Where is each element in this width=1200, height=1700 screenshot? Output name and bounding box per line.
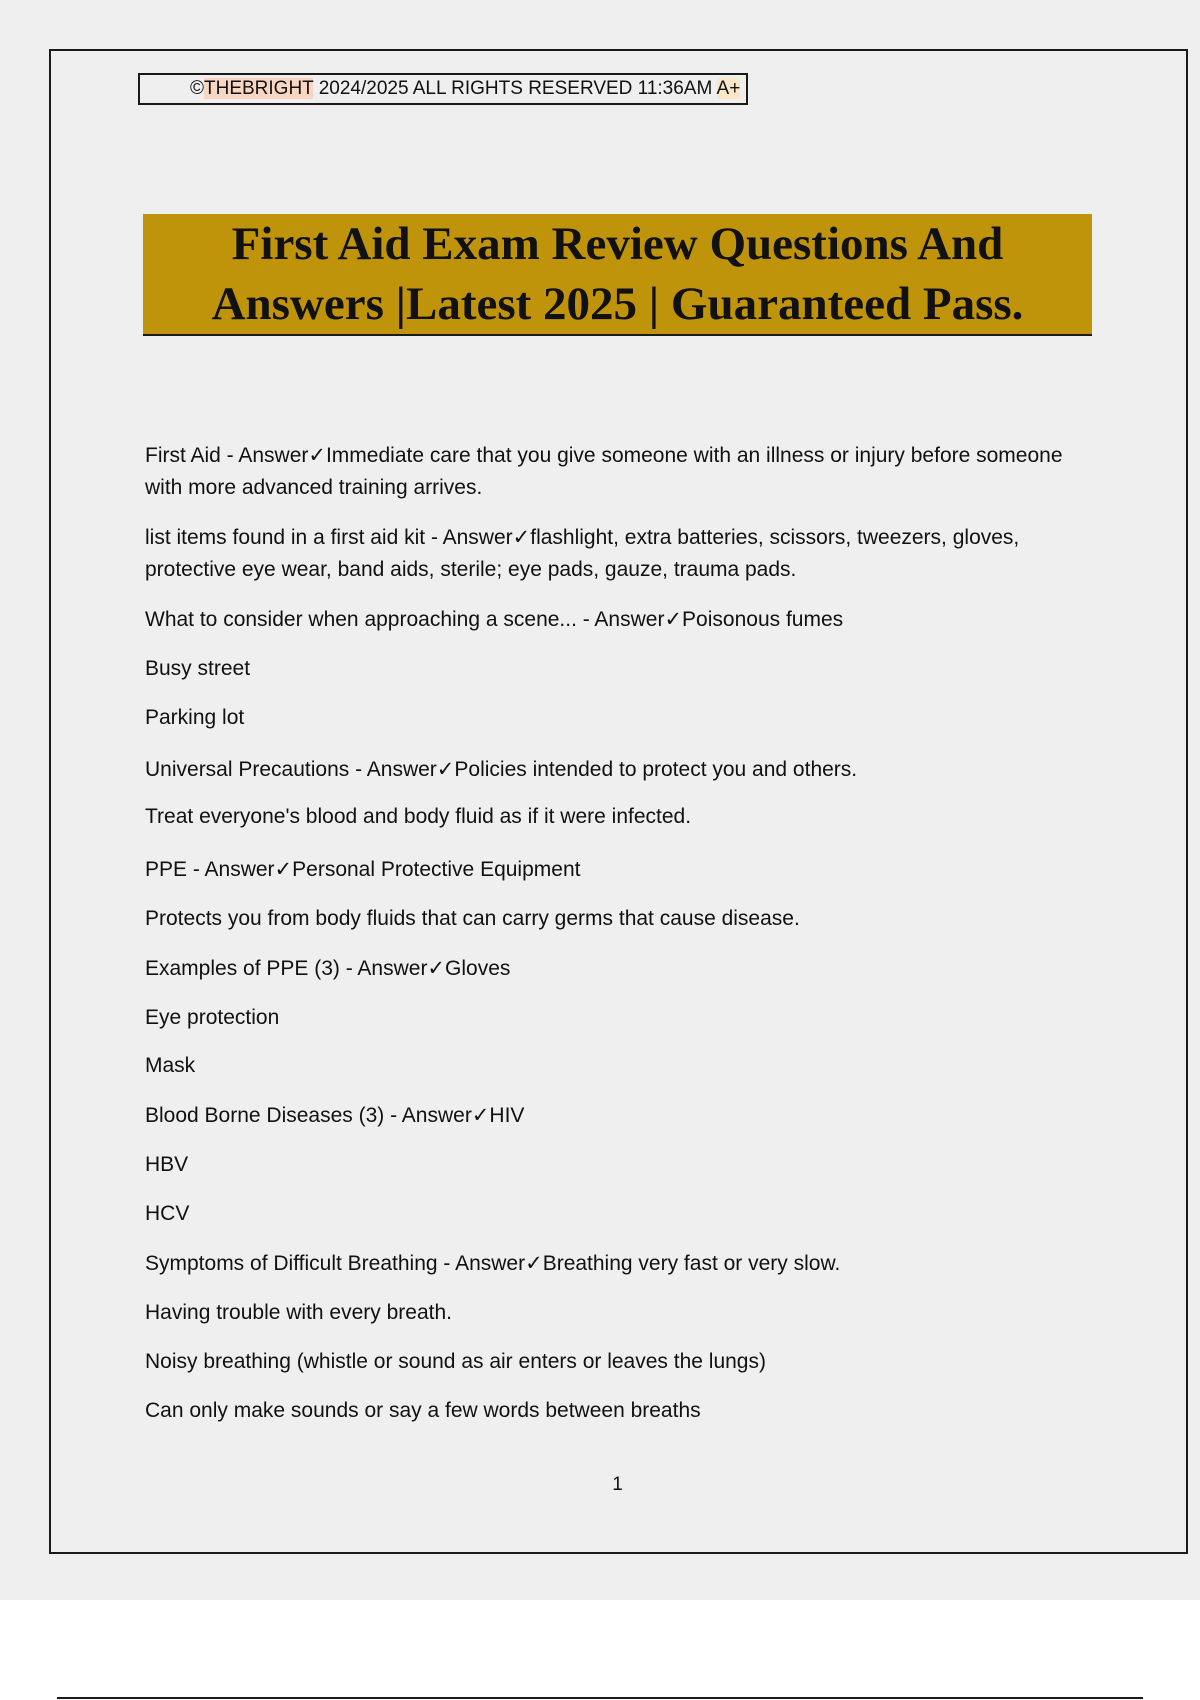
qa-paragraph: Universal Precautions - Answer✓Policies intended to protect you and others. (145, 758, 858, 781)
answer-line: HBV (145, 1153, 189, 1176)
answer-line: Can only make sounds or say a few words between breaths (145, 1399, 701, 1422)
next-page-top-rule (57, 1697, 1143, 1699)
answer-line: HCV (145, 1202, 190, 1225)
answer-line: Mask (145, 1054, 196, 1077)
qa-paragraph: Symptoms of Difficult Breathing - Answer✓Breathing very fast or very slow. (145, 1252, 841, 1275)
copyright-header-text (190, 75, 740, 103)
document-title (143, 214, 1092, 336)
title-line-2: Answers |Latest 2025 | Guaranteed Pass. (211, 278, 1024, 330)
copyright-symbol: © (190, 78, 204, 99)
page-number: 1 (612, 1474, 623, 1495)
qa-paragraph: list items found in a first aid kit - Answer✓flashlight, extra batteries, scissors, tweezers, gloves, protective eye wear, band aids, sterile; eye pads, gauze, trauma pads. (145, 526, 1020, 581)
grade-badge: A+ (716, 78, 741, 99)
answer-line: Parking lot (145, 706, 245, 729)
answer-line: Treat everyone's blood and body fluid as if it were infected. (145, 805, 692, 828)
copyright-header (138, 73, 748, 105)
answer-line: Eye protection (145, 1006, 280, 1029)
qa-paragraph: What to consider when approaching a scene... - Answer✓Poisonous fumes (145, 608, 844, 631)
title-line-1: First Aid Exam Review Questions And (231, 218, 1004, 270)
answer-line: Busy street (145, 657, 251, 680)
rights-text: 2024/2025 ALL RIGHTS RESERVED 11:36AM (313, 78, 717, 99)
qa-paragraph: First Aid - Answer✓Immediate care that you give someone with an illness or injury before someone with more advanced training arrives. (145, 444, 1063, 499)
answer-line: Having trouble with every breath. (145, 1301, 452, 1324)
answer-line: Noisy breathing (whistle or sound as air enters or leaves the lungs) (145, 1350, 766, 1373)
brand-name: THEBRIGHT (204, 78, 314, 99)
answer-line: Protects you from body fluids that can carry germs that cause disease. (145, 907, 800, 930)
qa-paragraph: PPE - Answer✓Personal Protective Equipment (145, 858, 581, 881)
document-body (145, 440, 1095, 1427)
qa-paragraph: Examples of PPE (3) - Answer✓Gloves (145, 957, 511, 980)
qa-paragraph: Blood Borne Diseases (3) - Answer✓HIV (145, 1104, 525, 1127)
